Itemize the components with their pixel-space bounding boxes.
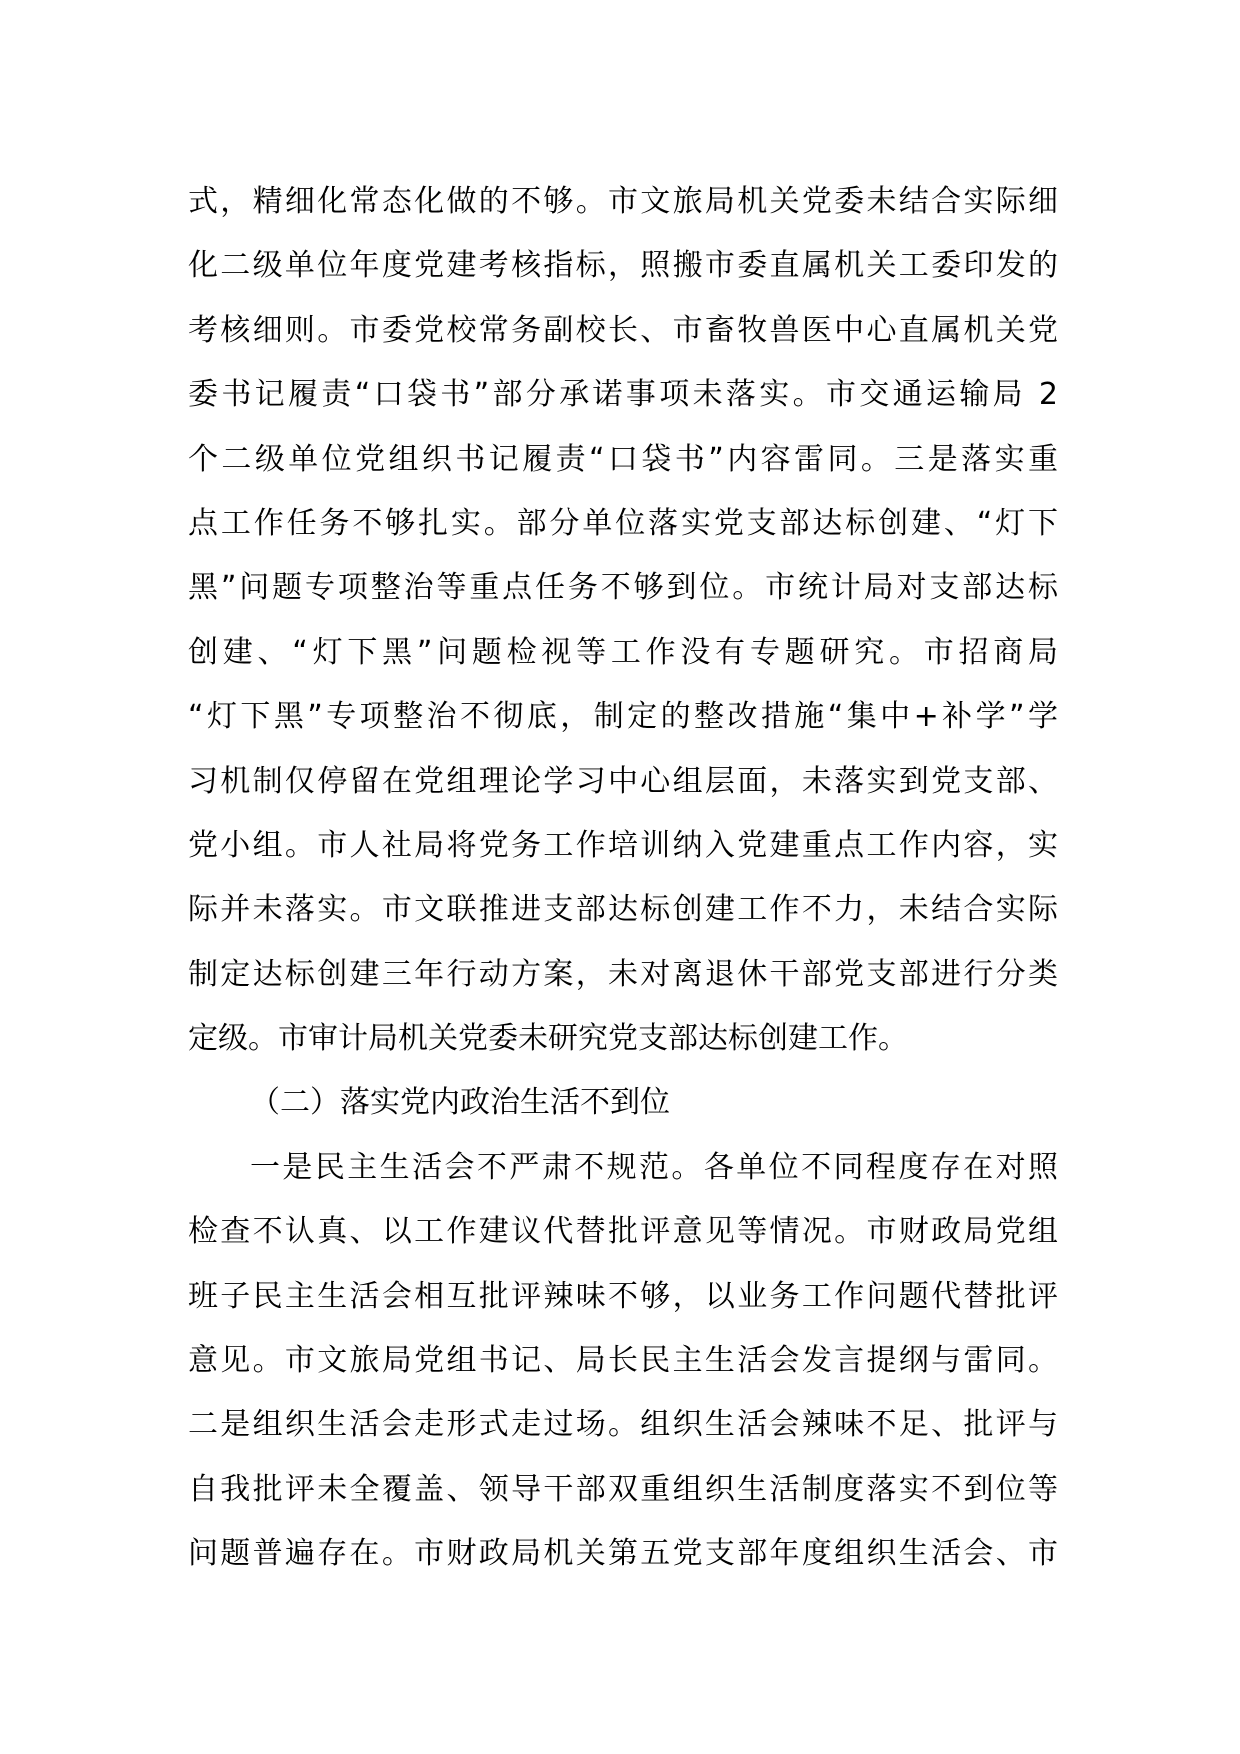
paragraph-line: 式，精细化常态化做的不够。市文旅局机关党委未结合实际细 bbox=[188, 184, 1058, 219]
paragraph-line: 点工作任务不够扎实。部分单位落实党支部达标创建、“灯下 bbox=[188, 505, 1058, 541]
paragraph-line: 意见。市文旅局党组书记、局长民主生活会发言提纲与雷同。 bbox=[188, 1343, 1058, 1379]
paragraph-line: 问题普遍存在。市财政局机关第五党支部年度组织生活会、市 bbox=[188, 1536, 1058, 1572]
paragraph-line: 创建、“灯下黑”问题检视等工作没有专题研究。市招商局 bbox=[188, 634, 1058, 670]
document-body bbox=[188, 170, 1058, 1587]
paragraph-line: 委书记履责“口袋书”部分承诺事项未落实。市交通运输局 2 bbox=[188, 377, 1058, 413]
paragraph-line: 自我批评未全覆盖、领导干部双重组织生活制度落实不到位等 bbox=[188, 1471, 1058, 1507]
paragraph-line: 制定达标创建三年行动方案，未对离退休干部党支部进行分类 bbox=[188, 956, 1058, 992]
paragraph-line: 考核细则。市委党校常务副校长、市畜牧兽医中心直属机关党 bbox=[188, 312, 1058, 348]
paragraph-line: 党小组。市人社局将党务工作培训纳入党建重点工作内容，实 bbox=[188, 827, 1058, 863]
paragraph-line: “灯下黑”专项整治不彻底，制定的整改措施“集中+补学”学 bbox=[188, 699, 1058, 735]
paragraph-line: 化二级单位年度党建考核指标，照搬市委直属机关工委印发的 bbox=[188, 248, 1058, 284]
paragraph-line: 班子民主生活会相互批评辣味不够，以业务工作问题代替批评 bbox=[188, 1278, 1058, 1314]
paragraph-line: 二是组织生活会走形式走过场。组织生活会辣味不足、批评与 bbox=[188, 1407, 1058, 1443]
paragraph-line: 黑”问题专项整治等重点任务不够到位。市统计局对支部达标 bbox=[188, 570, 1058, 606]
section-heading: （二）落实党内政治生活不到位 bbox=[250, 1085, 670, 1121]
paragraph-line: 一是民主生活会不严肃不规范。各单位不同程度存在对照 bbox=[250, 1149, 1058, 1185]
paragraph-line: 际并未落实。市文联推进支部达标创建工作不力，未结合实际 bbox=[188, 892, 1058, 928]
paragraph-line: 习机制仅停留在党组理论学习中心组层面，未落实到党支部、 bbox=[188, 763, 1058, 799]
paragraph-line: 定级。市审计局机关党委未研究党支部达标创建工作。 bbox=[188, 1021, 908, 1057]
paragraph-line: 检查不认真、以工作建议代替批评意见等情况。市财政局党组 bbox=[188, 1214, 1058, 1250]
paragraph-line: 个二级单位党组织书记履责“口袋书”内容雷同。三是落实重 bbox=[188, 441, 1058, 477]
